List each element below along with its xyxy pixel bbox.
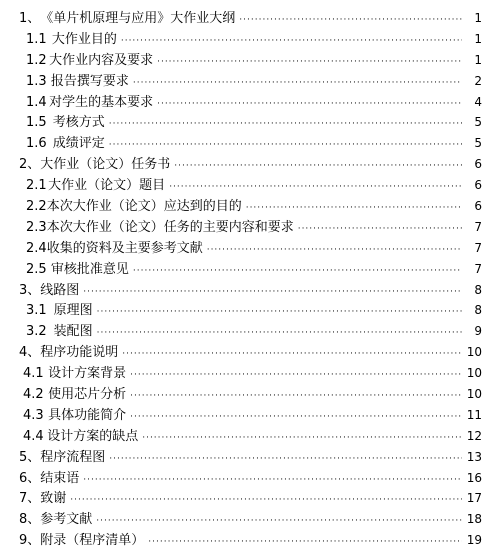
toc-leader-dots [246,198,462,219]
toc-entry-4-2[interactable] [0,384,482,405]
toc-title: 附录（程序清单） [40,533,145,549]
toc-number: 1、 [19,11,41,26]
toc-leader-dots [174,156,462,177]
toc-leader-dots [142,428,462,449]
toc-page-number: 1 [474,31,482,46]
toc-page-number: 10 [466,366,482,381]
toc-page-number: 5 [474,115,482,130]
toc-entry-3-2[interactable] [0,321,482,342]
toc-page-number: 9 [474,324,482,339]
toc-entry-2-2[interactable] [0,196,482,217]
toc-entry-1-3[interactable] [0,71,482,92]
toc-leader-dots [207,240,462,261]
toc-entry-8[interactable] [0,509,482,530]
toc-title: 具体功能简介 [48,407,127,423]
toc-leader-dots [130,386,462,407]
toc-title: 装配图 [53,324,93,340]
toc-entry-4[interactable] [0,342,482,363]
toc-leader-dots [96,511,462,532]
toc-number: 2、 [19,157,41,173]
toc-number: 1.3 [26,73,47,89]
toc-number: 4.4 [23,428,44,444]
toc-leader-dots [109,114,462,135]
toc-number: 4、 [19,345,41,361]
table-of-contents [0,8,482,551]
toc-entry-1-4[interactable] [0,92,482,113]
toc-number: 1.2 [26,52,47,68]
toc-leader-dots [130,407,462,428]
toc-title: 参考文献 [40,512,93,528]
toc-page-number: 12 [466,428,482,443]
toc-leader-dots [109,135,462,156]
toc-entry-2[interactable] [0,154,482,175]
toc-page-number: 8 [474,282,482,297]
toc-page-number: 1 [474,52,482,67]
toc-page-number: 11 [466,407,482,422]
toc-leader-dots [121,31,462,52]
toc-leader-dots [83,282,462,303]
toc-leader-dots [122,344,462,365]
toc-number: 4.2 [23,387,44,403]
toc-title: 考核方式 [52,115,105,131]
toc-page-number: 18 [466,512,482,527]
toc-number: 8、 [19,512,41,528]
toc-title: 收集的资料及主要参考文献 [46,240,203,256]
toc-page-number: 6 [474,157,482,172]
toc-title: 大作业目的 [51,31,117,47]
toc-entry-3[interactable] [0,280,482,301]
toc-page-number: 10 [466,345,482,360]
toc-number: 1.5 [26,115,47,131]
toc-number: 9、 [19,533,41,549]
toc-leader-dots [157,52,462,73]
toc-page-number: 6 [474,199,482,214]
toc-number: 2.1 [26,178,47,194]
toc-title: 审核批准意见 [50,261,129,277]
toc-leader-dots [130,365,462,386]
toc-entry-6[interactable] [0,468,482,489]
toc-leader-dots [109,449,462,470]
toc-page-number: 7 [474,261,482,276]
toc-entry-9[interactable] [0,530,482,551]
toc-leader-dots [97,323,462,344]
toc-title: 致谢 [40,491,67,507]
toc-number: 3.1 [26,303,47,319]
toc-page-number: 7 [474,219,482,234]
toc-leader-dots [70,490,462,511]
toc-entry-3-1[interactable] [0,300,482,321]
toc-entry-2-4[interactable] [0,238,482,259]
toc-leader-dots [298,219,462,240]
toc-leader-dots [133,73,462,94]
toc-leader-dots [97,302,462,323]
toc-title: 《单片机原理与应用》大作业大纲 [40,11,236,26]
toc-number: 3.2 [26,324,47,340]
toc-number: 1.4 [26,94,47,110]
toc-page-number: 16 [466,470,482,485]
toc-title: 本次大作业（论文）应达到的目的 [46,199,242,215]
toc-title: 对学生的基本要求 [49,94,154,110]
toc-title: 程序流程图 [40,449,106,465]
toc-page-number: 4 [474,94,482,109]
toc-entry-4-3[interactable] [0,405,482,426]
toc-entry-5[interactable] [0,447,482,468]
toc-number: 3、 [19,282,41,298]
toc-page-number: 8 [474,303,482,318]
toc-leader-dots [169,177,462,198]
toc-entry-2-3[interactable] [0,217,482,238]
toc-title: 大作业（论文）任务书 [40,157,171,173]
toc-number: 1.6 [26,136,47,152]
toc-title: 程序功能说明 [40,345,119,361]
toc-leader-dots [239,10,462,31]
toc-title: 线路图 [40,282,80,298]
toc-number: 6、 [19,470,41,486]
toc-entry-1-1[interactable] [0,29,482,50]
toc-title: 使用芯片分析 [48,387,127,403]
toc-title: 设计方案的缺点 [47,428,139,444]
toc-entry-1-2[interactable] [0,50,482,71]
toc-number: 5、 [19,449,41,465]
toc-entry-2-5[interactable] [0,259,482,280]
toc-page-number: 5 [474,136,482,151]
toc-page-number: 2 [474,73,482,88]
toc-entry-4-1[interactable] [0,363,482,384]
toc-page-number: 19 [466,533,482,548]
toc-entry-1-5[interactable] [0,112,482,133]
toc-leader-dots [157,94,462,115]
toc-entry-4-4[interactable] [0,426,482,447]
toc-number: 2.4 [26,240,47,256]
toc-title: 成绩评定 [52,136,105,152]
toc-page-number: 13 [466,449,482,464]
toc-number: 7、 [19,491,41,507]
toc-title: 大作业（论文）题目 [48,178,166,194]
toc-number: 2.3 [26,219,47,235]
toc-leader-dots [133,261,462,282]
toc-number: 4.1 [23,366,44,382]
toc-title: 结束语 [40,470,80,486]
toc-entry-2-1[interactable] [0,175,482,196]
toc-page-number: 17 [466,491,482,506]
toc-number: 2.2 [26,199,47,215]
toc-title: 本次大作业（论文）任务的主要内容和要求 [46,219,294,235]
toc-entry-1[interactable] [0,8,482,29]
toc-entry-7[interactable] [0,488,482,509]
toc-title: 设计方案背景 [48,366,127,382]
toc-page-number: 6 [474,178,482,193]
toc-leader-dots [83,470,462,491]
toc-number: 2.5 [26,261,47,277]
toc-page-number: 10 [466,387,482,402]
toc-title: 报告撰写要求 [50,73,129,89]
toc-title: 大作业内容及要求 [49,52,154,68]
toc-title: 原理图 [53,303,93,319]
toc-page-number: 1 [474,11,482,25]
toc-number: 4.3 [23,407,44,423]
toc-entry-1-6[interactable] [0,133,482,154]
toc-leader-dots [148,532,462,553]
toc-number: 1.1 [26,31,47,47]
toc-page-number: 7 [474,240,482,255]
